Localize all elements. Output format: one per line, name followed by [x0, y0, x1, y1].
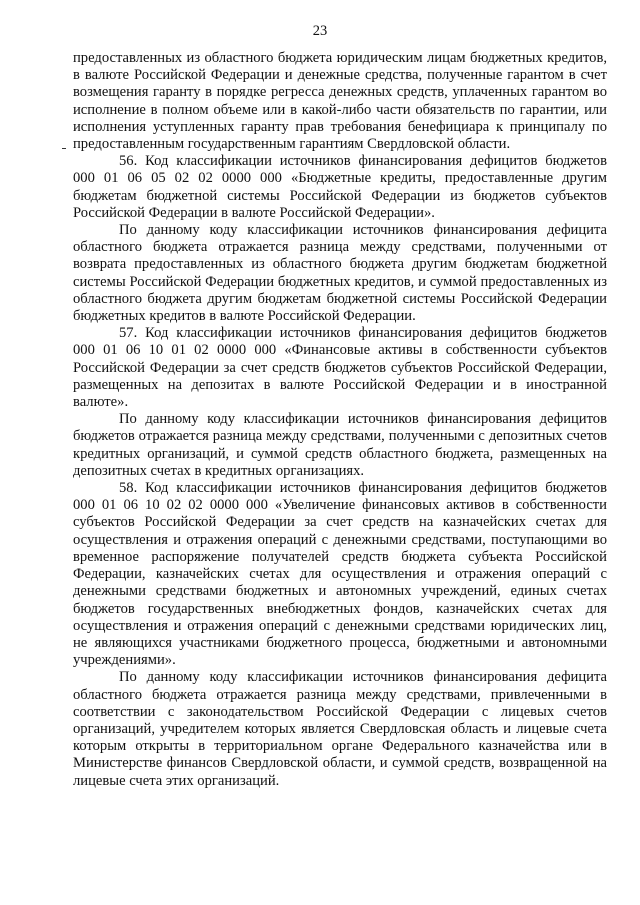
- paragraph-item-57: 57. Код классификации источников финансирования дефицитов бюджетов 000 01 06 10 01 02 0000 000 «Финансовые активы в собственности субъектов Российской Федерации за счет средств бюджетов субъектов Российской Федерации, размещенных на депозитах в валюте Российской Федерации и в иностранной валюте».: [73, 325, 607, 411]
- document-body: [73, 50, 607, 790]
- margin-mark: [62, 148, 66, 149]
- paragraph-item-58: 58. Код классификации источников финансирования дефицитов бюджетов 000 01 06 10 02 02 0000 000 «Увеличение финансовых активов в собственности субъектов Российской Федерации за счет средств на казначейских счетах для осуществления и отражения операций с денежными средствами, поступающими во временное распоряжение получателей средств бюджета субъекта Российской Федерации, казначейских счетах для осуществления и отражения операций с денежными средствами бюджетных и автономных учреждений, единых счетах бюджетов государственных внебюджетных фондов, казначейских счетах для осуществления и отражения операций с денежными средствами юридических лиц, не являющихся участниками бюджетного процесса, бюджетными и автономными учреждениями».: [73, 480, 607, 669]
- paragraph-item-57-description: По данному коду классификации источников финансирования дефицитов бюджетов отражается разница между средствами, полученными с депозитных счетов кредитных организаций, и суммой средств областного бюджета, размещенных на депозитных счетах в кредитных организациях.: [73, 411, 607, 479]
- paragraph-item-56: 56. Код классификации источников финансирования дефицитов бюджетов 000 01 06 05 02 02 0000 000 «Бюджетные кредиты, предоставленные другим бюджетам бюджетной системы Российской Федерации из бюджетов субъектов Российской Федерации в валюте Российской Федерации».: [73, 153, 607, 221]
- paragraph-continuation: предоставленных из областного бюджета юридическим лицам бюджетных кредитов, в валюте Российской Федерации и денежные средства, полученные гарантом в счет возмещения гаранту в порядке регресса денежных средств, уплаченных гарантом во исполнение в полном объеме или в какой-либо части обязательств по гарантии, или исполнения уступленных гаранту прав требования бенефициара к принципалу по предоставленным государственным гарантиям Свердловской области.: [73, 50, 607, 153]
- paragraph-item-58-description: По данному коду классификации источников финансирования дефицита областного бюджета отражается разница между средствами, привлеченными в соответствии с законодательством Российской Федерации с лицевых счетов организаций, учредителем которых является Свердловская область и лицевые счета которым открыты в территориальном органе Федерального казначейства или в Министерстве финансов Свердловской области, и суммой средств, возвращенной на лицевые счета этих организаций.: [73, 669, 607, 789]
- paragraph-item-56-description: По данному коду классификации источников финансирования дефицита областного бюджета отражается разница между средствами, полученными от возврата предоставленных из областного бюджета другим бюджетам бюджетной системы Российской Федерации бюджетных кредитов, и суммой предоставленных из областного бюджета другим бюджетам бюджетной системы Российской Федерации бюджетных кредитов в валюте Российской Федерации.: [73, 222, 607, 325]
- page-number: 23: [312, 23, 328, 39]
